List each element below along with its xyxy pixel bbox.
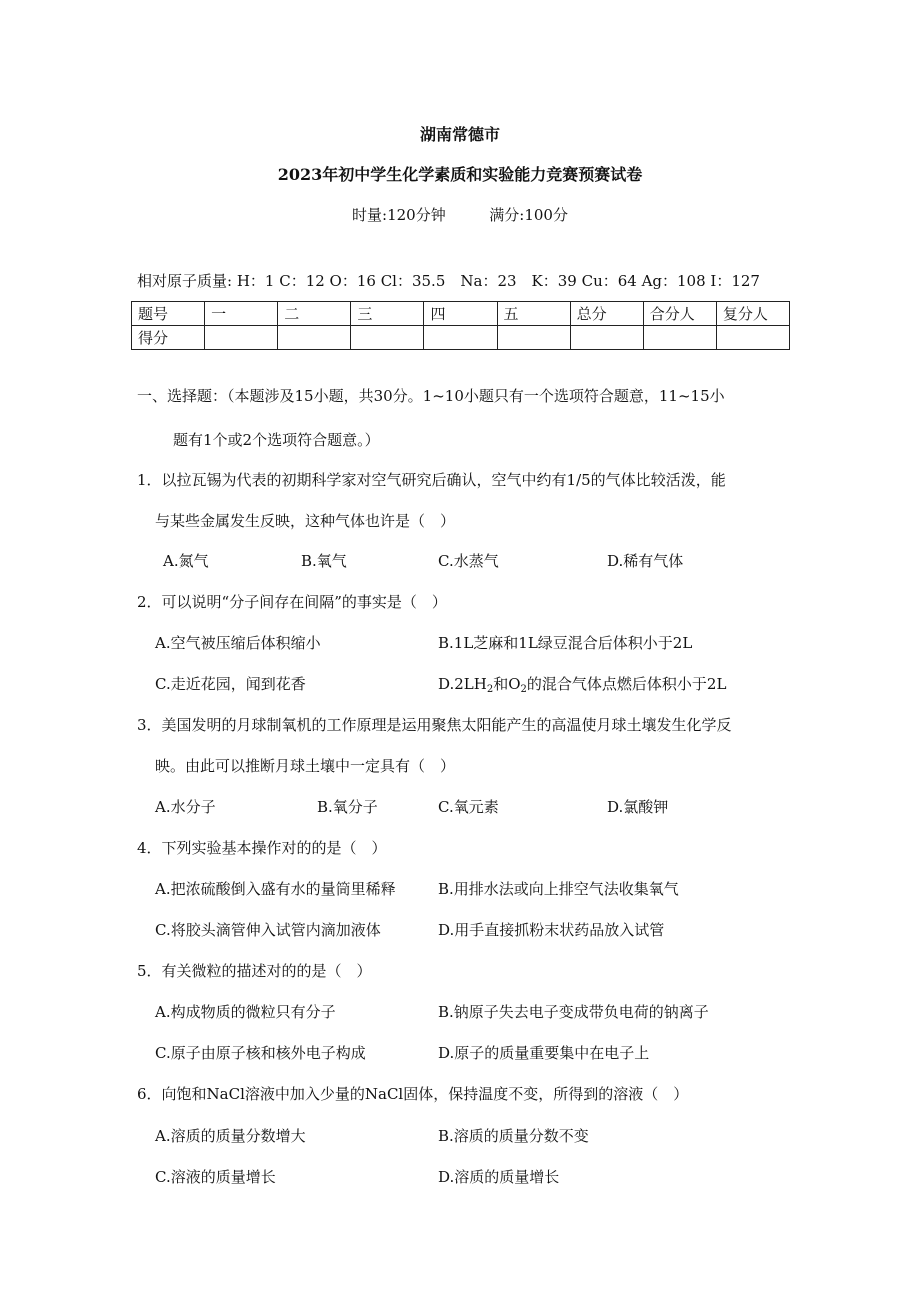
question-6-option-d: D.溶质的质量增长 [438,1168,560,1186]
formula-subscript: 2 [520,684,527,695]
question-5-option-d: D.原子的质量重要集中在电子上 [438,1044,650,1062]
question-1-option-b: B.氧气 [301,552,347,570]
question-4-option-b: B.用排水法或向上排空气法收集氧气 [438,880,679,898]
question-1-option-d: D.稀有气体 [607,552,684,570]
section-instructions-line2: 题有1个或2个选项符合题意。） [173,431,380,449]
score-cell: 三 [351,302,424,326]
atomic-masses: 相对原子质量: H：1 C：12 O：16 Cl：35.5 Na：23 K：39 Cu：64 Ag：108 I：127 [137,272,760,290]
formula-part: D.2LH [438,675,487,693]
question-4-stem: 4．下列实验基本操作对的的是（ ） [137,839,387,857]
exam-meta [0,204,920,225]
score-table-score-row [132,326,790,350]
score-cell [424,326,497,350]
question-5-option-c: C.原子由原子核和核外电子构成 [155,1044,366,1062]
score-cell: 一 [205,302,278,326]
question-5-stem: 5．有关微粒的描述对的的是（ ） [137,962,372,980]
formula-subscript: 2 [486,684,494,695]
full-score: 满分:100分 [489,206,568,224]
formula-part: 的混合气体点燃后体积小于2L [526,675,727,693]
score-cell: 复分人 [716,302,789,326]
question-2-option-c: C.走近花园，闻到花香 [155,675,306,693]
region-title: 湖南常德市 [419,125,500,144]
question-4-option-c: C.将胶头滴管伸入试管内滴加液体 [155,921,381,939]
question-6-stem: 6．向饱和NaCl溶液中加入少量的NaCl固体，保持温度不变，所得到的溶液（ ） [137,1085,689,1103]
score-cell [351,326,424,350]
exam-title: 2023年初中学生化学素质和实验能力竞赛预赛试卷 [277,165,643,184]
question-2-option-a: A.空气被压缩后体积缩小 [155,634,321,652]
question-4-option-d: D.用手直接抓粉末状药品放入试管 [438,921,665,939]
question-6-option-a: A.溶质的质量分数增大 [155,1127,306,1145]
score-cell [570,326,643,350]
score-cell [643,326,716,350]
score-cell: 得分 [132,326,205,350]
question-1-stem: 1．以拉瓦锡为代表的初期科学家对空气研究后确认，空气中约有1/5的气体比较活泼，能 [137,471,726,489]
formula-part: 和O [493,675,521,693]
section-instructions-line1: 一、选择题：（本题涉及15小题，共30分。1~10小题只有一个选项符合题意，11~15小 [137,387,725,405]
question-3-stem-cont: 映。由此可以推断月球土壤中一定具有（ ） [155,757,456,775]
question-2-stem: 2．可以说明“分子间存在间隔”的事实是（ ） [137,593,447,611]
question-3-option-d: D.氯酸钾 [607,798,669,816]
score-cell: 合分人 [643,302,716,326]
question-3-option-c: C.氧元素 [438,798,499,816]
score-cell: 总分 [570,302,643,326]
question-3-option-a: A.水分子 [155,798,216,816]
score-cell: 四 [424,302,497,326]
score-cell [497,326,570,350]
question-4-option-a: A.把浓硫酸倒入盛有水的量筒里稀释 [155,880,396,898]
question-3-option-b: B.氧分子 [317,798,378,816]
score-table [131,301,790,350]
question-6-option-b: B.溶质的质量分数不变 [438,1127,589,1145]
score-cell [278,326,351,350]
question-1-option-c: C.水蒸气 [438,552,499,570]
question-1-stem-cont: 与某些金属发生反映，这种气体也许是（ ） [155,512,456,530]
question-2-option-b: B.1L芝麻和1L绿豆混合后体积小于2L [438,634,693,652]
score-cell: 五 [497,302,570,326]
question-5-option-a: A.构成物质的微粒只有分子 [155,1003,336,1021]
score-cell: 题号 [132,302,205,326]
time-limit: 时量:120分钟 [352,206,446,224]
score-cell [716,326,789,350]
question-5-option-b: B.钠原子失去电子变成带负电荷的钠离子 [438,1003,709,1021]
score-table-header-row [132,302,790,326]
score-cell: 二 [278,302,351,326]
score-cell [205,326,278,350]
question-6-option-c: C.溶液的质量增长 [155,1168,276,1186]
question-3-stem: 3．美国发明的月球制氧机的工作原理是运用聚焦太阳能产生的高温使月球土壤发生化学反 [137,716,732,734]
question-1-option-a: A.氮气 [163,552,209,570]
question-2-option-d [438,674,726,700]
